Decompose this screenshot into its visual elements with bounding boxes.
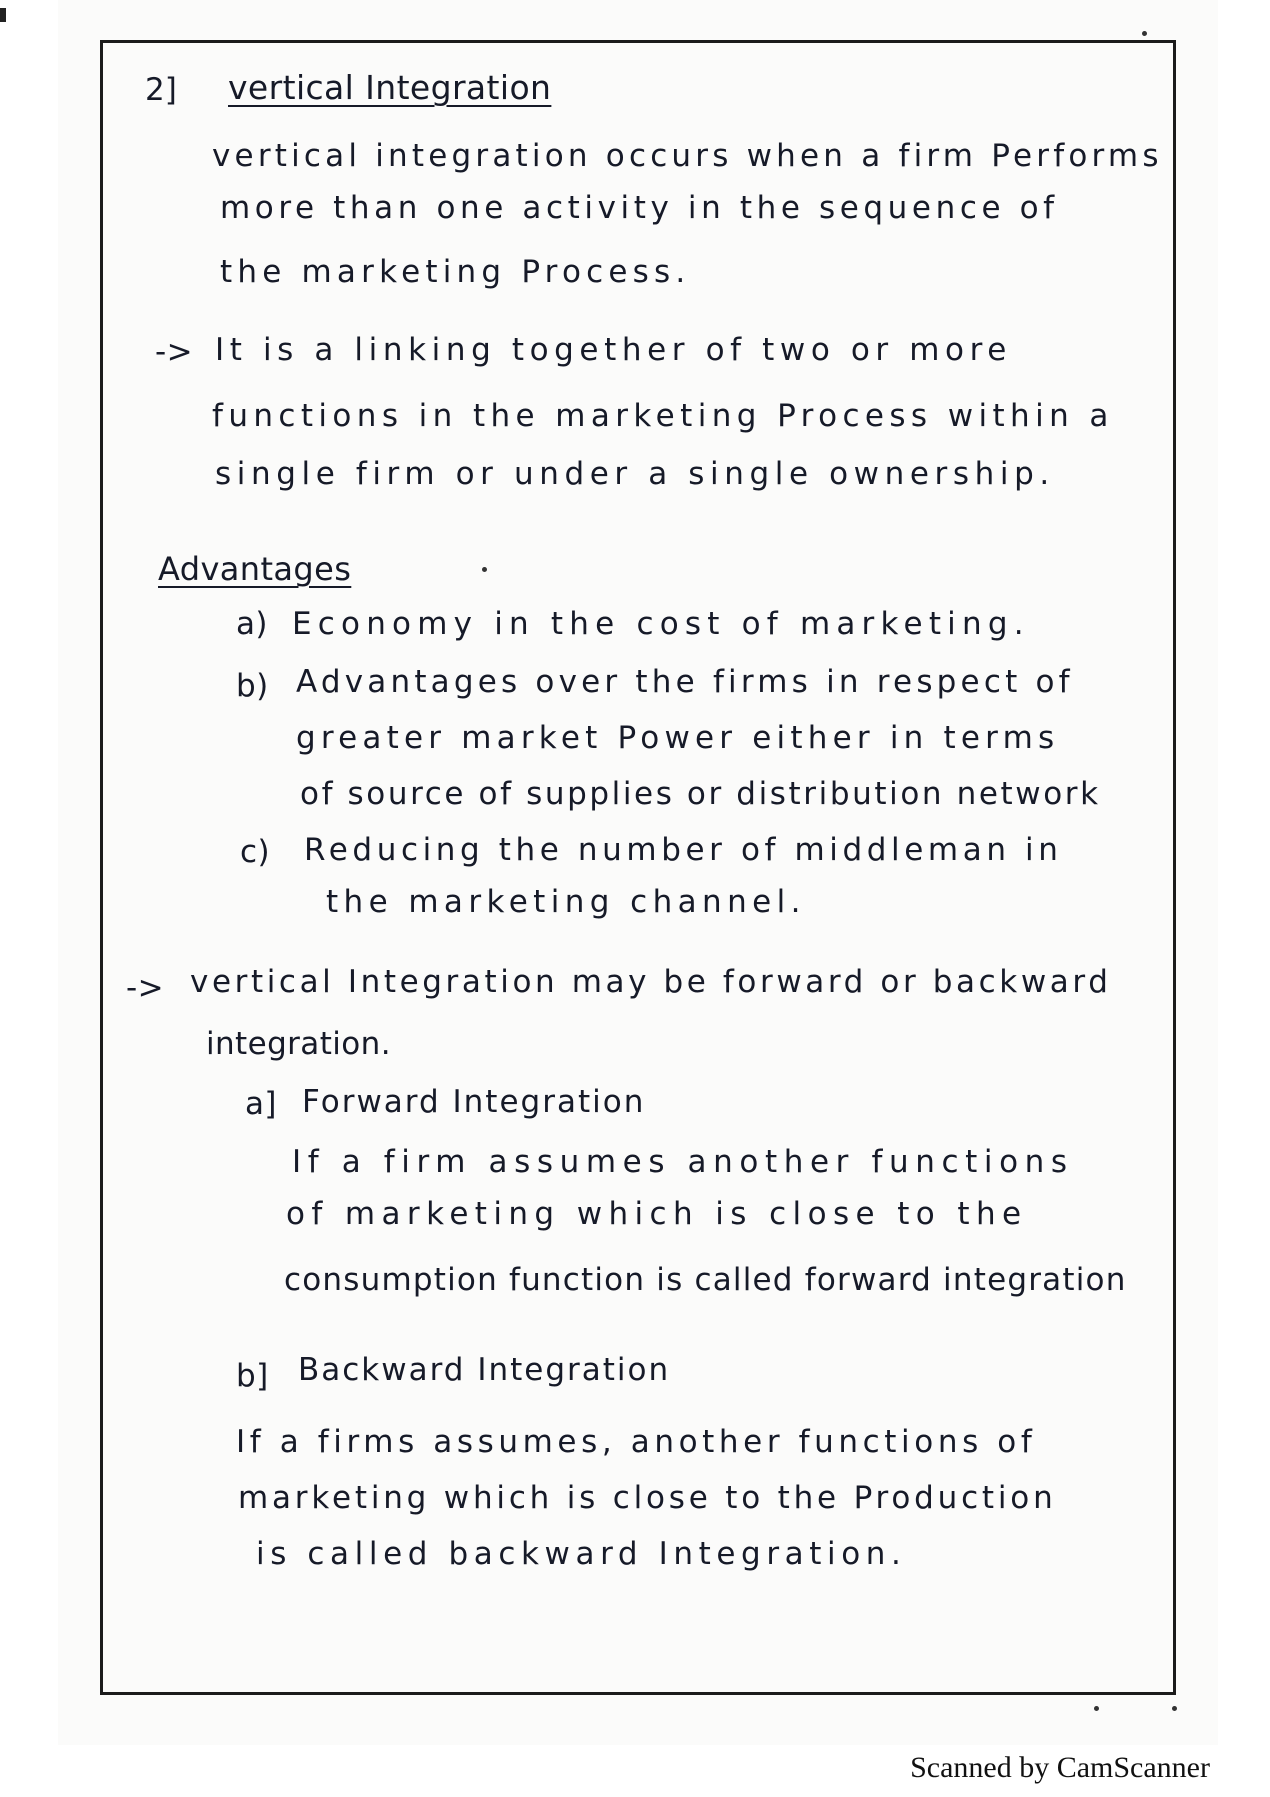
backward-title: Backward Integration — [298, 1352, 671, 1388]
advantage-b-marker: b) — [236, 668, 269, 704]
point1-line-2: functions in the marketing Process within a — [212, 398, 1114, 434]
section-number: 2] — [145, 72, 177, 108]
advantage-a-line-1: Economy in the cost of marketing. — [292, 606, 1030, 642]
backward-line-3: is called backward Integration. — [256, 1536, 907, 1572]
advantage-c-line-2: the marketing channel. — [326, 884, 806, 920]
scan-edge-mark — [0, 8, 6, 22]
scan-speck — [482, 567, 487, 572]
forward-line-2: of marketing which is close to the — [286, 1196, 1028, 1232]
advantages-heading: Advantages — [158, 550, 352, 588]
forward-line-1: If a firm assumes another functions — [292, 1144, 1074, 1180]
backward-line-2: marketing which is close to the Production — [238, 1480, 1057, 1516]
point1-line-1: It is a linking together of two or more — [215, 332, 1012, 368]
point2-line-2: integration. — [206, 1026, 391, 1062]
advantage-b-line-3: of source of supplies or distribution network — [300, 776, 1101, 812]
scan-speck — [1094, 1706, 1099, 1711]
backward-marker: b] — [236, 1358, 269, 1394]
point2-line-1: vertical Integration may be forward or backward — [190, 964, 1112, 1000]
definition-line-2: more than one activity in the sequence of — [220, 190, 1059, 226]
section-title: vertical Integration — [228, 68, 552, 107]
advantage-c-marker: c) — [240, 834, 270, 870]
scan-speck — [1172, 1706, 1177, 1711]
arrow-bullet-2: -> — [126, 970, 164, 1006]
advantage-b-line-1: Advantages over the firms in respect of — [296, 664, 1074, 700]
definition-line-3: the marketing Process. — [220, 254, 691, 290]
backward-line-1: If a firms assumes, another functions of — [236, 1424, 1037, 1460]
arrow-bullet-1: -> — [155, 334, 193, 370]
advantage-b-line-2: greater market Power either in terms — [296, 720, 1060, 756]
advantage-a-marker: a) — [236, 606, 268, 642]
forward-title: Forward Integration — [302, 1084, 646, 1120]
forward-marker: a] — [245, 1086, 277, 1122]
point1-line-3: single firm or under a single ownership. — [215, 456, 1055, 492]
definition-line-1: vertical integration occurs when a firm Performs — [212, 138, 1163, 174]
advantage-c-line-1: Reducing the number of middleman in — [304, 832, 1063, 868]
scan-speck — [1142, 31, 1147, 36]
scanner-watermark: Scanned by CamScanner — [910, 1751, 1210, 1784]
forward-line-3: consumption function is called forward integration — [284, 1262, 1127, 1298]
